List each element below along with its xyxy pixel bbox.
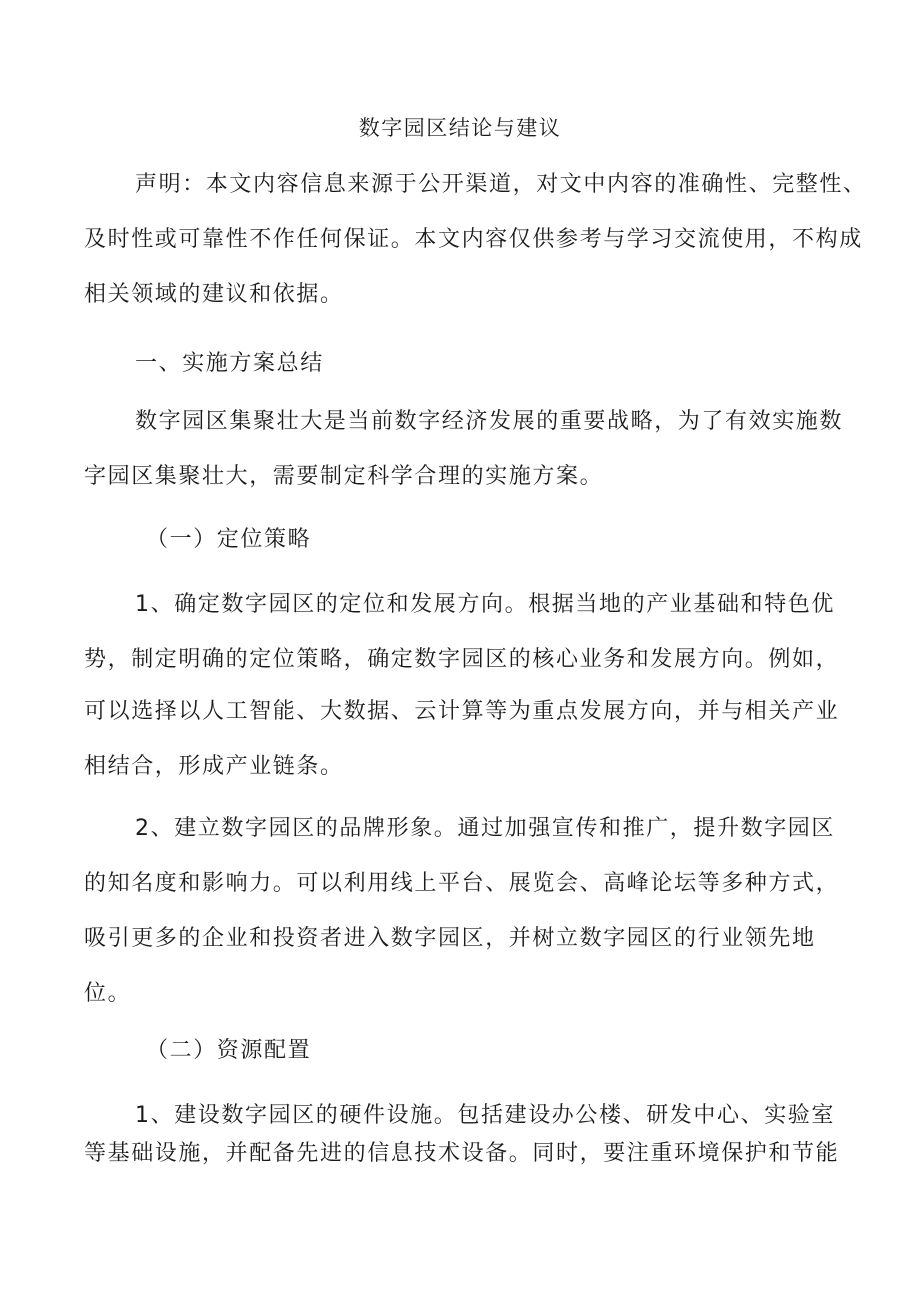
text-line: 位。 bbox=[84, 981, 132, 1006]
text-line: 相结合，形成产业链条。 bbox=[84, 754, 344, 779]
page-title: 数字园区结论与建议 bbox=[358, 116, 562, 140]
text-line: 等基础设施，并配备先进的信息技术设备。同时，要注重环境保护和节能 bbox=[84, 1141, 840, 1166]
text-line: 数字园区集聚壮大是当前数字经济发展的重要战略，为了有效实施数 bbox=[135, 409, 844, 434]
text-line: 1、确定数字园区的定位和发展方向。根据当地的产业基础和特色优 bbox=[135, 592, 835, 617]
subsection-heading: （二）资源配置 bbox=[146, 1038, 312, 1063]
text-line: 吸引更多的企业和投资者进入数字园区，并树立数字园区的行业领先地 bbox=[84, 926, 816, 951]
text-line: 相关领域的建议和依据。 bbox=[84, 282, 344, 307]
text-line: 及时性或可靠性不作任何保证。本文内容仅供参考与学习交流使用，不构成 bbox=[84, 227, 863, 252]
text-line: 2、建立数字园区的品牌形象。通过加强宣传和推广，提升数字园区 bbox=[135, 816, 835, 841]
text-line: 势，制定明确的定位策略，确定数字园区的核心业务和发展方向。例如， bbox=[84, 647, 840, 672]
section-heading: 一、实施方案总结 bbox=[135, 351, 324, 376]
subsection-heading: （一）定位策略 bbox=[146, 527, 312, 552]
text-line: 1、建设数字园区的硬件设施。包括建设办公楼、研发中心、实验室 bbox=[135, 1103, 835, 1128]
text-line: 可以选择以人工智能、大数据、云计算等为重点发展方向，并与相关产业 bbox=[84, 699, 840, 724]
text-line: 声明：本文内容信息来源于公开渠道，对文中内容的准确性、完整性、 bbox=[135, 172, 867, 197]
text-line: 的知名度和影响力。可以利用线上平台、展览会、高峰论坛等多种方式， bbox=[84, 871, 840, 896]
text-line: 字园区集聚壮大，需要制定科学合理的实施方案。 bbox=[84, 464, 604, 489]
